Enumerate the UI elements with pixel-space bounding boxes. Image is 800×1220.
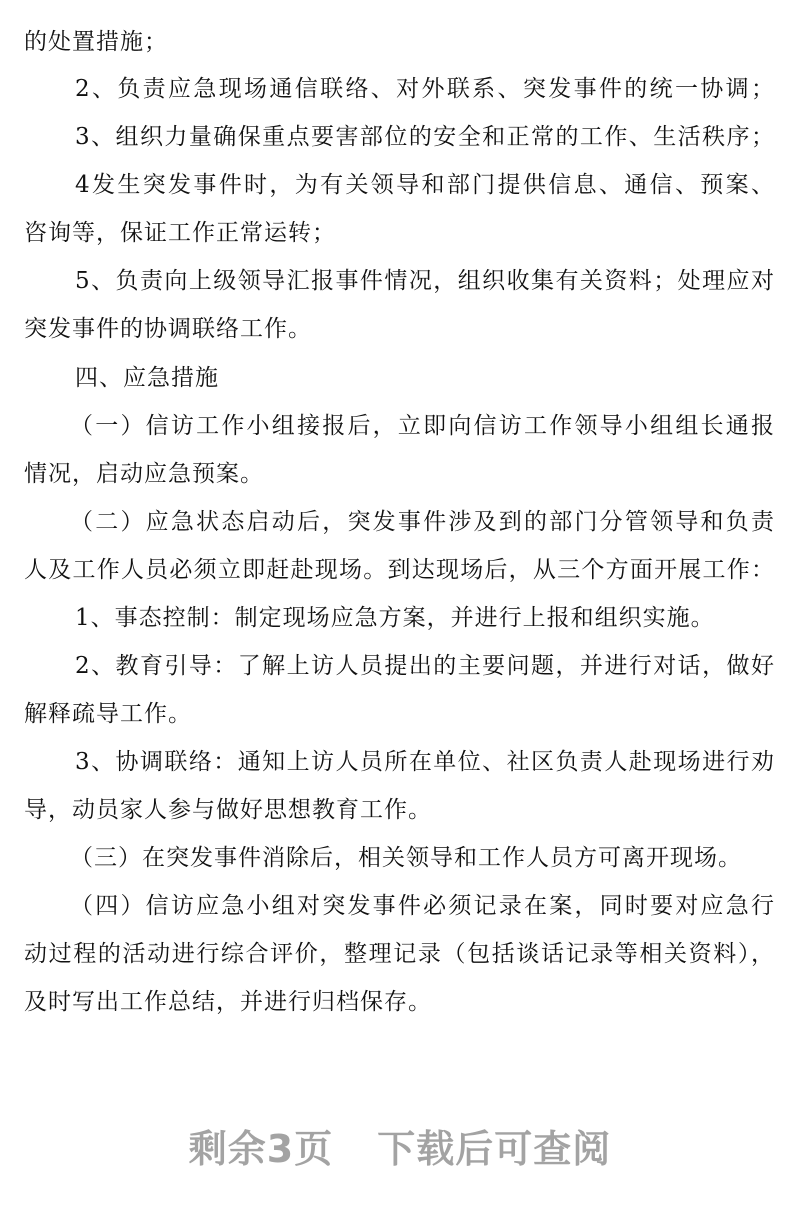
paragraph-line: 导，动员家人参与做好思想教育工作。 bbox=[24, 797, 432, 823]
paragraph-line: 3、组织力量确保重点要害部位的安全和正常的工作、生活秩序； bbox=[75, 124, 775, 150]
paragraph-line: 的处置措施； bbox=[24, 29, 168, 55]
paragraph-line: 2、负责应急现场通信联络、对外联系、突发事件的统一协调； bbox=[75, 76, 775, 102]
paragraph-line: 3、协调联络：通知上访人员所在单位、社区负责人赴现场进行劝 bbox=[75, 749, 775, 775]
paragraph-line: 1、事态控制：制定现场应急方案，并进行上报和组织实施。 bbox=[75, 605, 715, 631]
remaining-pages-label: 剩余3页 bbox=[188, 1127, 334, 1171]
paragraph-line: 情况，启动应急预案。 bbox=[24, 461, 264, 487]
paragraph-line: 4发生突发事件时，为有关领导和部门提供信息、通信、预案、 bbox=[75, 172, 775, 198]
download-prompt[interactable] bbox=[0, 1118, 800, 1173]
paragraph-line: 突发事件的协调联络工作。 bbox=[24, 316, 312, 342]
paragraph-line: （一）信访工作小组接报后，立即向信访工作领导小组组长通报 bbox=[70, 413, 775, 439]
paragraph-line: （四）信访应急小组对突发事件必须记录在案，同时要对应急行 bbox=[70, 893, 775, 919]
paragraph-line: 人及工作人员必须立即赶赴现场。到达现场后，从三个方面开展工作： bbox=[24, 557, 775, 583]
paragraph-line: 解释疏导工作。 bbox=[24, 701, 192, 727]
paragraph-line: 咨询等，保证工作正常运转； bbox=[24, 220, 336, 246]
paragraph-line: 5、负责向上级领导汇报事件情况，组织收集有关资料；处理应对 bbox=[75, 268, 775, 294]
paragraph-line: 2、教育引导：了解上访人员提出的主要问题，并进行对话，做好 bbox=[75, 653, 775, 679]
paragraph-line: （二）应急状态启动后，突发事件涉及到的部门分管领导和负责 bbox=[70, 509, 775, 535]
paragraph-line: （三）在突发事件消除后，相关领导和工作人员方可离开现场。 bbox=[70, 845, 742, 871]
download-to-view-label[interactable]: 下载后可查阅 bbox=[377, 1127, 612, 1171]
paragraph-line: 动过程的活动进行综合评价，整理记录（包括谈话记录等相关资料）， bbox=[24, 941, 775, 967]
paragraph-line: 及时写出工作总结，并进行归档保存。 bbox=[24, 989, 432, 1015]
section-heading: 四、应急措施 bbox=[75, 365, 219, 391]
